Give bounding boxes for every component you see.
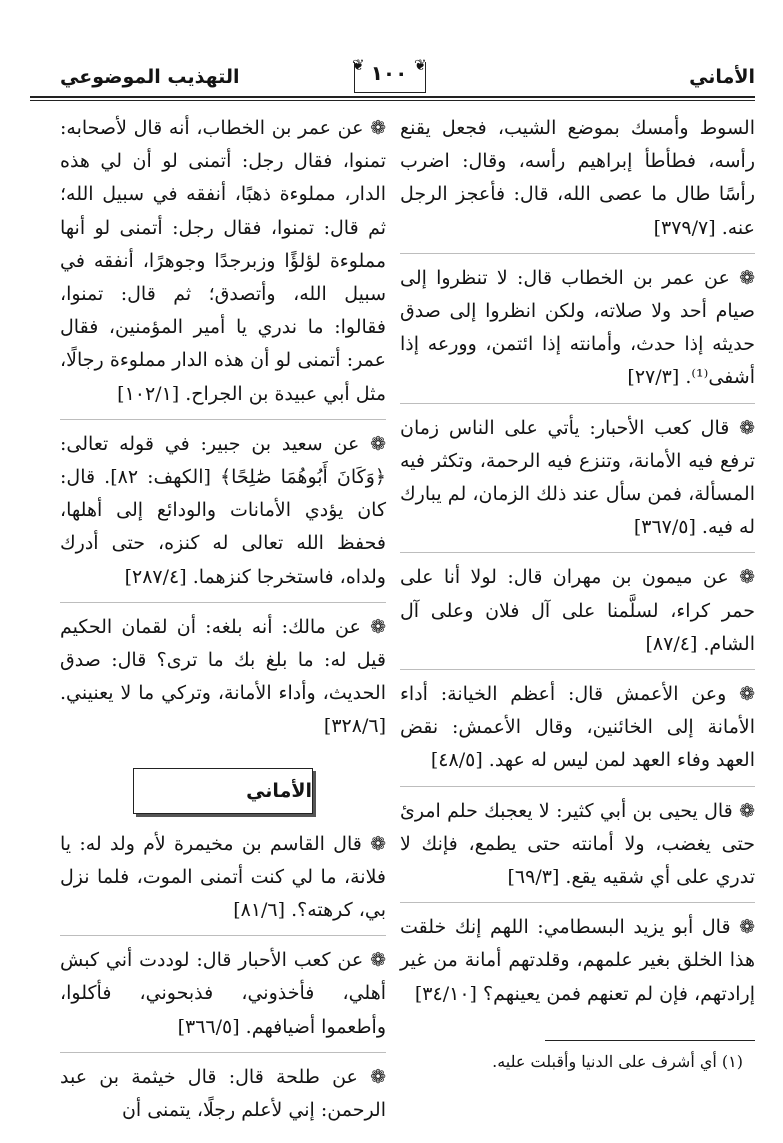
entry: ❁ قال القاسم بن مخيمرة لأم ولد له: يا فلانة، ما لي كنت أتمنى الموت، فلما نزل بي، كرهته؟. [٨١/٦] xyxy=(60,828,386,937)
entry: ❁ قال كعب الأحبار: يأتي على الناس زمان ترفع فيه الأمانة، وتنزع فيه الرحمة، وتكثر فيه المسألة، فمن سأل عند ذلك الزمان، لم يبارك له فيه. [٣٦٧/٥] xyxy=(400,412,755,554)
right-column xyxy=(400,112,755,1027)
entry: ❁ وعن الأعمش قال: أعظم الخيانة: أداء الأمانة إلى الخائنين، وقال الأعمش: نقض العهد وفاء العهد لمن ليس له عهد. [٤٨/٥] xyxy=(400,678,755,787)
running-title-left: التهذيب الموضوعي xyxy=(60,66,240,88)
entry: ❁ عن طلحة قال: قال خيثمة بن عبد الرحمن: إني لأعلم رجلًا، يتمنى أن xyxy=(60,1065,386,1122)
ornament-right: ❦ xyxy=(414,56,427,74)
entry: ❁ عن كعب الأحبار قال: لوددت أني كبش أهلي، فأخذوني، فذبحوني، فأكلوا، وأطعموا أضيافهم. [٣٦٦/٥] xyxy=(60,944,386,1053)
entry: ❁ عن عمر بن الخطاب، أنه قال لأصحابه: تمنوا، فقال رجل: أتمنى لو أن لي هذه الدار، مملوءة ذهبًا، أنفقه في سبيل الله؛ ثم قال: تمنوا، فقال رجل: أتمنى لو أنها مملوءة لؤلؤًا وزبرجدًا وجوهرًا، أنفقه في سبيل الله، وأتصدق؛ ثم قال: تمنوا، فقالوا: ما ندري يا أمير المؤمنين، فقال عمر: أتمنى لو أن هذه الدار مملوءة رجالًا، مثل أبي عبيدة بن الجراح. [١٠٢/١] xyxy=(60,112,386,420)
header-rule-thin xyxy=(30,100,755,101)
footnote-rule xyxy=(545,1040,755,1041)
footnote: (١) أي أشرف على الدنيا وأقبلت عليه. xyxy=(492,1052,743,1071)
entry: ❁ عن مالك: أنه بلغه: أن لقمان الحكيم قيل له: ما بلغ بك ما ترى؟ قال: صدق الحديث، وأداء الأمانة، وتركي ما لا يعنيني. [٣٢٨/٦] xyxy=(60,615,386,738)
running-title-right: الأماني xyxy=(689,66,755,88)
entry: ❁ قال أبو يزيد البسطامي: اللهم إنك خلقت هذا الخلق بغير علمهم، وقلدتهم أمانة من غير إرادتهم، فإن لم تعنهم فمن يعينهم؟ [٣٤/١٠] xyxy=(400,916,755,1005)
header-rule xyxy=(30,96,755,98)
entry: ❁ عن ميمون بن مهران قال: لولا أنا على حمر كراء، لسلَّمنا على آل فلان وعلى آل الشام. [٨٧/٤] xyxy=(400,561,755,670)
left-column xyxy=(60,112,386,1143)
entry: ❁ عن سعيد بن جبير: في قوله تعالى: ﴿وَكَانَ أَبُوهُمَا صَٰلِحًا﴾ [الكهف: ٨٢]. قال: كان يؤدي الأمانات والودائع إلى أهلها، فحفظ الله تعالى له كنزه، حتى أدرك ولداه، فاستخرجا كنزهما. [٢٨٧/٤] xyxy=(60,428,386,603)
entry: ❁ قال يحيى بن أبي كثير: لا يعجبك حلم امرئ حتى يغضب، ولا أمانته حتى يطمع، فإنك لا تدري على أي شقيه يقع. [٦٩/٣] xyxy=(400,795,755,904)
entry: السوط وأمسك بموضع الشيب، فجعل يقنع رأسه، فطأطأ إبراهيم رأسه، وقال: اضرب رأسًا طال ما عصى الله، قال: فأعجز الرجل عنه. [٣٧٩/٧] xyxy=(400,112,755,254)
page-number: ١٠٠ xyxy=(370,61,408,85)
section-heading: الأماني xyxy=(133,768,313,814)
ornament-left: ❦ xyxy=(352,56,365,74)
entry: ❁ عن عمر بن الخطاب قال: لا تنظروا إلى صيام أحد ولا صلاته، ولكن انظروا إلى صدق حديثه إذا حدث، وأمانته إذا ائتمن، وورعه إذا أشفى⁽¹⁾. [٢٧/٣] xyxy=(400,262,755,404)
